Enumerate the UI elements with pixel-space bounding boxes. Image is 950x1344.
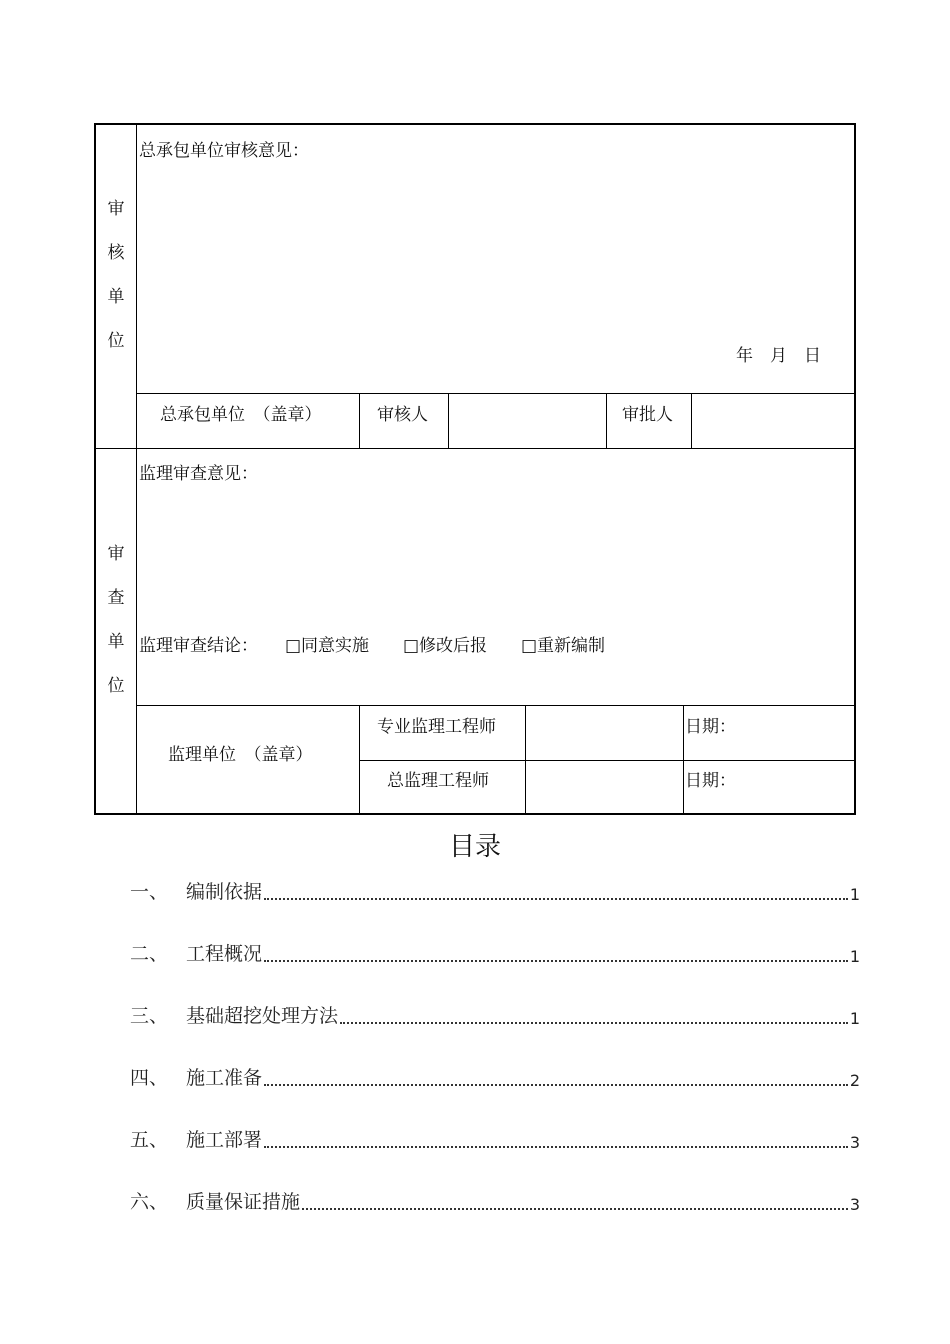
inspection-divider-1: [359, 705, 360, 813]
toc-item-number: 一、: [130, 881, 169, 903]
toc-leader-dots: [264, 960, 848, 962]
toc-item-text: 基础超挖处理方法: [186, 1005, 339, 1027]
toc-item[interactable]: [130, 1004, 860, 1028]
toc-item[interactable]: [130, 880, 860, 904]
inspection-side-label: [106, 546, 126, 722]
review-divider-1: [359, 393, 360, 448]
toc-item[interactable]: [130, 1128, 860, 1152]
chief-engineer-label: 总监理工程师: [387, 771, 489, 791]
toc-leader-dots: [264, 1146, 848, 1148]
side-column-divider: [136, 123, 137, 813]
inspection-side-char: 单: [107, 632, 125, 652]
review-side-char: 单: [107, 287, 125, 307]
date-label-1: 日期：: [685, 717, 736, 737]
toc-item-page: 1: [849, 947, 860, 966]
table-border-left: [94, 123, 96, 815]
toc-title: 目录: [448, 832, 501, 862]
review-side-char: 位: [107, 331, 125, 351]
engineer-label: 专业监理工程师: [377, 717, 496, 737]
review-divider-4: [691, 393, 692, 448]
toc-leader-dots: [302, 1208, 848, 1210]
inspection-unit-label: 监理单位 （盖章）: [168, 745, 313, 765]
inspection-side-char: 查: [107, 588, 125, 608]
toc-item[interactable]: [130, 942, 860, 966]
toc-leader-dots: [264, 1084, 848, 1086]
review-date-line: 年 月 日: [736, 346, 821, 366]
option-redo-checkbox[interactable]: □重新编制: [521, 636, 606, 656]
reviewer-label: 审核人: [377, 405, 428, 425]
inspection-opinion-label: 监理审查意见：: [139, 464, 258, 484]
toc-item[interactable]: [130, 1190, 860, 1214]
toc-item-number: 四、: [130, 1067, 169, 1089]
toc-item-page: 1: [849, 1009, 860, 1028]
inspection-divider-3: [683, 705, 684, 813]
toc-item-page: 3: [849, 1133, 860, 1152]
toc-item-number: 六、: [130, 1191, 169, 1213]
toc-item-number: 三、: [130, 1005, 169, 1027]
toc-leader-dots: [264, 898, 848, 900]
inspection-sign-top: [136, 705, 856, 706]
inspection-side-char: 审: [107, 544, 125, 564]
date-label-2: 日期：: [685, 771, 736, 791]
review-unit-label: 总承包单位 （盖章）: [160, 405, 322, 425]
toc-item-page: 1: [849, 885, 860, 904]
inspection-conclusion-label: 监理审查结论：: [139, 636, 258, 656]
review-divider-2: [448, 393, 449, 448]
toc-item-text: 质量保证措施: [186, 1191, 301, 1213]
review-side-char: 核: [107, 243, 125, 263]
table-border-top: [94, 123, 856, 125]
toc-item-number: 五、: [130, 1129, 169, 1151]
toc-item-page: 2: [849, 1071, 860, 1090]
review-side-char: 审: [107, 199, 125, 219]
toc-item-number: 二、: [130, 943, 169, 965]
review-divider-3: [606, 393, 607, 448]
toc-item-text: 施工准备: [186, 1067, 263, 1089]
toc-item-text: 工程概况: [186, 943, 263, 965]
inspection-side-char: 位: [107, 676, 125, 696]
section-divider: [94, 448, 856, 449]
review-opinion-label: 总承包单位审核意见：: [139, 141, 309, 161]
option-revise-checkbox[interactable]: □修改后报: [403, 636, 488, 656]
toc-item-text: 编制依据: [186, 881, 263, 903]
inspection-divider-2: [525, 705, 526, 813]
toc-item[interactable]: [130, 1066, 860, 1090]
review-side-label: [106, 201, 126, 377]
toc-leader-dots: [340, 1022, 848, 1024]
inspection-sign-mid: [359, 760, 856, 761]
toc-item-page: 3: [849, 1195, 860, 1214]
table-border-right: [854, 123, 856, 815]
toc-item-text: 施工部署: [186, 1129, 263, 1151]
approver-label: 审批人: [622, 405, 673, 425]
option-agree-checkbox[interactable]: □同意实施: [285, 636, 370, 656]
table-border-bottom: [94, 813, 856, 815]
review-sign-row-top: [136, 393, 856, 394]
